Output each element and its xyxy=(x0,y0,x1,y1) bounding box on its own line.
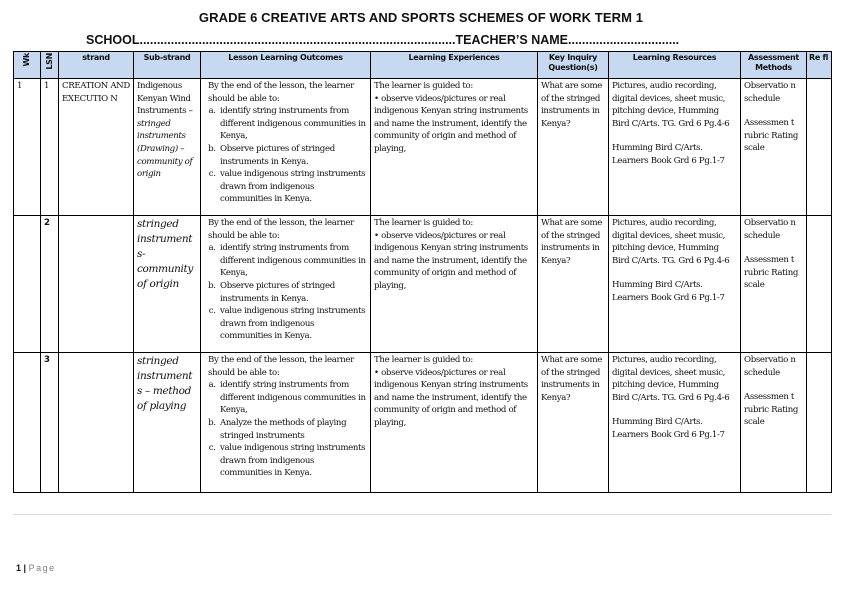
resources-cell xyxy=(609,353,741,493)
header-row xyxy=(14,52,832,79)
outcomes-intro: By the end of the lesson, the learner should be able to: xyxy=(208,355,354,378)
inquiry-cell: What are some of the stringed instruments in Kenya? xyxy=(538,79,609,216)
outcome-item: b. Observe pictures of stringed instruments in Kenya. xyxy=(218,280,367,305)
substrand-text: Indigenous Kenyan Wind Instruments xyxy=(137,81,191,117)
page-separator: | xyxy=(23,563,27,573)
reflection-cell xyxy=(807,353,832,493)
resources-secondary: Humming Bird C/Arts. Learners Book Grd 6 Pg.1-7 xyxy=(612,143,725,166)
experiences-text: • observe videos/pictures or real indigenous Kenyan string instruments and name the instrument, identify the community of origin and method of playing, xyxy=(374,230,528,291)
strand-cell xyxy=(59,216,134,353)
strand-cell: CREATION AND EXECUTIO N xyxy=(59,79,134,216)
school-teacher-line: SCHOOL...........................................................................................TEACHER’S NAME................................ xyxy=(86,33,680,47)
outcomes-list xyxy=(204,105,367,206)
experiences-intro: The learner is guided to: xyxy=(374,355,473,365)
inquiry-cell: What are some of the stringed instruments in Kenya? xyxy=(538,353,609,493)
table-row xyxy=(14,216,832,353)
header-wk: Wk xyxy=(14,52,41,79)
outcomes-intro: By the end of the lesson, the learner should be able to: xyxy=(208,218,354,241)
outcomes-cell xyxy=(201,216,371,353)
assessment-primary: Observatio n schedule xyxy=(744,81,796,104)
substrand-italic: stringed instrument s – method of playing xyxy=(137,355,193,412)
outcome-item: b. Observe pictures of stringed instruments in Kenya. xyxy=(218,143,367,168)
outcome-item: b. Analyze the methods of playing stringed instruments xyxy=(218,417,367,442)
outcomes-list xyxy=(204,242,367,343)
experiences-cell xyxy=(371,353,538,493)
resources-cell xyxy=(609,216,741,353)
footer-divider xyxy=(13,514,831,515)
assessment-secondary: Assessmen t rubric Rating scale xyxy=(744,255,799,291)
experiences-cell xyxy=(371,216,538,353)
document-title: GRADE 6 CREATIVE ARTS AND SPORTS SCHEMES OF WORK TERM 1 xyxy=(198,10,644,25)
resources-secondary: Humming Bird C/Arts. Learners Book Grd 6 Pg.1-7 xyxy=(612,417,725,440)
header-outcomes: Lesson Learning Outcomes xyxy=(201,52,371,79)
header-experiences: Learning Experiences xyxy=(371,52,538,79)
outcome-item: a. identify string instruments from different indigenous communities in Kenya, xyxy=(218,379,367,417)
week-cell xyxy=(14,353,41,493)
header-lsn: LSN xyxy=(41,52,59,79)
resources-primary: Pictures, audio recording, digital devices, sheet music, pitching device, Humming Bird C/Arts. TG. Grd 6 Pg.4-6 xyxy=(612,355,730,403)
outcomes-list xyxy=(204,379,367,480)
table-row xyxy=(14,353,832,493)
outcomes-cell xyxy=(201,353,371,493)
assessment-cell xyxy=(741,79,807,216)
header-inquiry: Key Inquiry Question(s) xyxy=(538,52,609,79)
strand-cell xyxy=(59,353,134,493)
substrand-italic: stringed instrument s- community of origin xyxy=(137,218,193,290)
assessment-primary: Observatio n schedule xyxy=(744,355,796,378)
lesson-cell: 1 xyxy=(41,79,59,216)
substrand-cell xyxy=(134,79,201,216)
experiences-text: • observe videos/pictures or real indigenous Kenyan string instruments and name the instrument, identify the community of origin and method of playing, xyxy=(374,93,528,154)
assessment-primary: Observatio n schedule xyxy=(744,218,796,241)
assessment-cell xyxy=(741,216,807,353)
outcome-item: a. identify string instruments from different indigenous communities in Kenya, xyxy=(218,105,367,143)
resources-secondary: Humming Bird C/Arts. Learners Book Grd 6 Pg.1-7 xyxy=(612,280,725,303)
outcome-item: c. value indigenous string instruments drawn from indigenous communities in Kenya. xyxy=(218,168,367,206)
assessment-secondary: Assessmen t rubric Rating scale xyxy=(744,118,799,154)
inquiry-cell: What are some of the stringed instruments in Kenya? xyxy=(538,216,609,353)
header-substrand: Sub-strand xyxy=(134,52,201,79)
resources-cell xyxy=(609,79,741,216)
outcome-item: c. value indigenous string instruments drawn from indigenous communities in Kenya. xyxy=(218,442,367,480)
lesson-cell: 2 xyxy=(41,216,59,353)
week-cell: 1 xyxy=(14,79,41,216)
reflection-cell xyxy=(807,79,832,216)
outcome-item: a. identify string instruments from different indigenous communities in Kenya, xyxy=(218,242,367,280)
header-resources: Learning Resources xyxy=(609,52,741,79)
outcomes-intro: By the end of the lesson, the learner should be able to: xyxy=(208,81,354,104)
experiences-cell xyxy=(371,79,538,216)
outcome-item: c. value indigenous string instruments drawn from indigenous communities in Kenya. xyxy=(218,305,367,343)
substrand-cell xyxy=(134,216,201,353)
scheme-of-work-table xyxy=(13,51,832,493)
resources-primary: Pictures, audio recording, digital devices, sheet music, pitching device, Humming Bird C/Arts. TG. Grd 6 Pg.4-6 xyxy=(612,81,730,129)
header-reflection: Re fl xyxy=(807,52,832,79)
lesson-cell: 3 xyxy=(41,353,59,493)
resources-primary: Pictures, audio recording, digital devices, sheet music, pitching device, Humming Bird C/Arts. TG. Grd 6 Pg.4-6 xyxy=(612,218,730,266)
page-number: 1 xyxy=(16,563,22,573)
assessment-cell xyxy=(741,353,807,493)
page-label: Page xyxy=(28,563,56,573)
experiences-intro: The learner is guided to: xyxy=(374,81,473,91)
reflection-cell xyxy=(807,216,832,353)
week-cell xyxy=(14,216,41,353)
header-assessment: Assessment Methods xyxy=(741,52,807,79)
header-strand: strand xyxy=(59,52,134,79)
substrand-cell xyxy=(134,353,201,493)
experiences-text: • observe videos/pictures or real indigenous Kenyan string instruments and name the instrument, identify the community of origin and method of playing, xyxy=(374,367,528,428)
outcomes-cell xyxy=(201,79,371,216)
page-footer xyxy=(16,563,56,573)
assessment-secondary: Assessmen t rubric Rating scale xyxy=(744,392,799,428)
experiences-intro: The learner is guided to: xyxy=(374,218,473,228)
substrand-italic: – stringed instruments (Drawing) – community of origin xyxy=(137,106,193,180)
table-row xyxy=(14,79,832,216)
